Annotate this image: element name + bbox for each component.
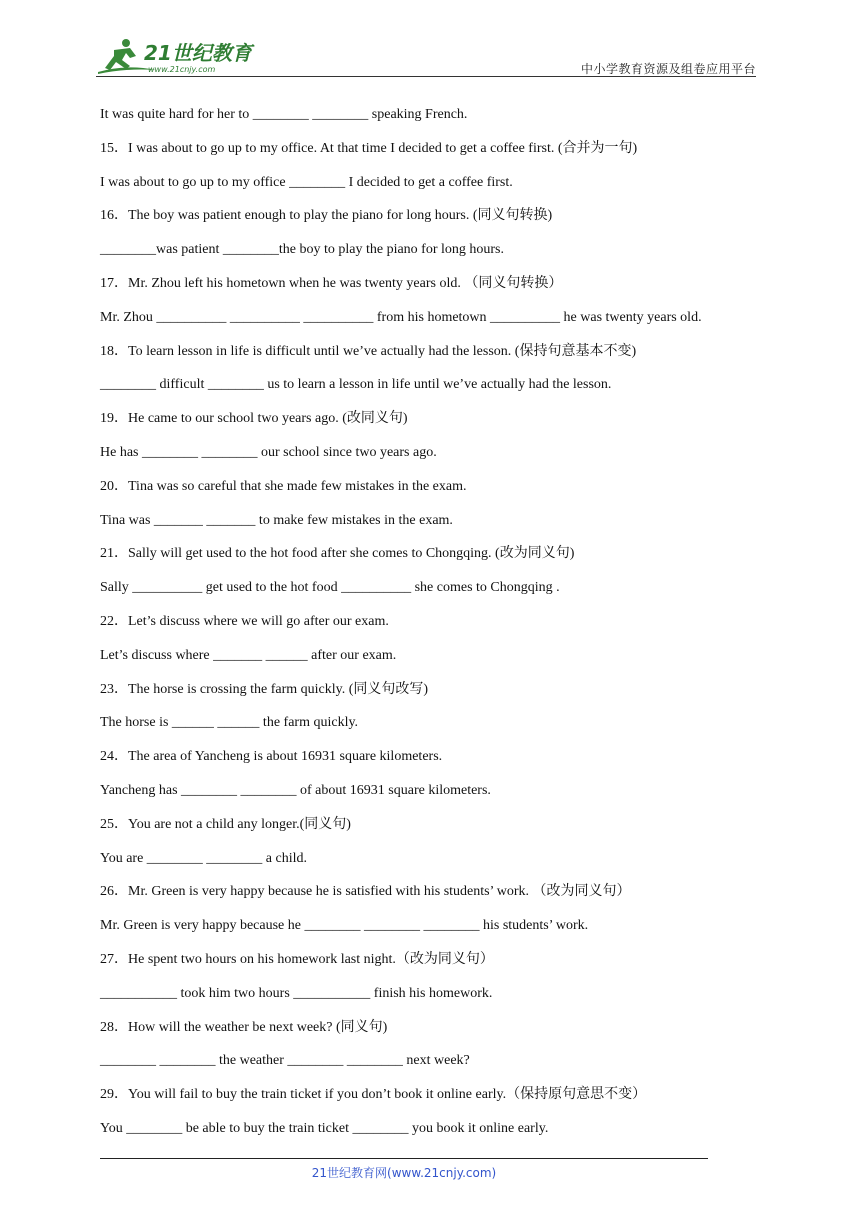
exercise-line: ___________ took him two hours ___________ finish his homework. bbox=[100, 985, 493, 1001]
exercise-line: ________was patient ________the boy to play the piano for long hours. bbox=[100, 242, 504, 258]
logo-text: 21世纪教育 bbox=[144, 41, 252, 65]
exercise-line: Mr. Green is very happy because he ________ ________ ________ his students’ work. bbox=[100, 918, 589, 934]
exercise-line: 16．The boy was patient enough to play the piano for long hours. (同义句转换) bbox=[100, 208, 553, 224]
exercise-line: You are ________ ________ a child. bbox=[100, 850, 308, 866]
exercise-line: 29．You will fail to buy the train ticket if you don’t book it online early.（保持原句意思不变） bbox=[100, 1087, 647, 1103]
exercise-line: 25．You are not a child any longer.(同义句) bbox=[100, 816, 351, 832]
exercise-line: Tina was _______ _______ to make few mistakes in the exam. bbox=[100, 512, 453, 528]
page-header bbox=[96, 30, 756, 78]
exercise-line: I was about to go up to my office ________ I decided to get a coffee first. bbox=[100, 174, 513, 190]
logo-url: www.21cnjy.com bbox=[148, 65, 216, 74]
exercise-line: 18．To learn lesson in life is difficult until we’ve actually had the lesson. (保持句意基本不变) bbox=[100, 343, 637, 359]
platform-name: 中小学教育资源及组卷应用平台 bbox=[580, 62, 756, 76]
exercise-line: It was quite hard for her to ________ ________ speaking French. bbox=[100, 107, 468, 122]
footer-link[interactable]: 21世纪教育网(www.21cnjy.com) bbox=[311, 1166, 497, 1180]
exercise-line: Let’s discuss where _______ ______ after our exam. bbox=[100, 647, 397, 663]
exercise-line: 17．Mr. Zhou left his hometown when he was twenty years old. （同义句转换） bbox=[100, 275, 563, 291]
exercise-line: He has ________ ________ our school since two years ago. bbox=[100, 444, 437, 460]
exercise-line: 23．The horse is crossing the farm quickly. (同义句改写) bbox=[100, 681, 429, 697]
exercise-line: 27．He spent two hours on his homework last night.（改为同义句） bbox=[100, 951, 494, 967]
exercise-line: You ________ be able to buy the train ticket ________ you book it online early. bbox=[100, 1120, 549, 1136]
exercise-line: 20．Tina was so careful that she made few mistakes in the exam. bbox=[100, 478, 467, 494]
exercise-line: 28．How will the weather be next week? (同义句) bbox=[100, 1019, 388, 1035]
exercise-line: 21．Sally will get used to the hot food after she comes to Chongqing. (改为同义句) bbox=[100, 546, 575, 562]
exercise-line: Sally __________ get used to the hot food __________ she comes to Chongqing . bbox=[100, 580, 560, 596]
exercise-line: ________ difficult ________ us to learn a lesson in life until we’ve actually had the lesson. bbox=[100, 377, 612, 393]
exercise-list bbox=[100, 104, 760, 1152]
exercise-line: ________ ________ the weather ________ ________ next week? bbox=[100, 1053, 470, 1069]
exercise-line: 19．He came to our school two years ago. (改同义句) bbox=[100, 411, 408, 427]
exercise-line: 24．The area of Yancheng is about 16931 square kilometers. bbox=[100, 749, 443, 765]
footer-divider bbox=[100, 1158, 708, 1159]
exercise-line: 22．Let’s discuss where we will go after our exam. bbox=[100, 613, 389, 629]
exercise-line: Yancheng has ________ ________ of about 16931 square kilometers. bbox=[100, 782, 491, 798]
exercise-line: 15．I was about to go up to my office. At that time I decided to get a coffee first. (合并为一句) bbox=[100, 140, 638, 156]
exercise-line: Mr. Zhou __________ __________ __________ from his hometown __________ he was twenty years old. bbox=[100, 309, 702, 325]
exercise-line: The horse is ______ ______ the farm quickly. bbox=[100, 715, 359, 731]
exercise-line: 26．Mr. Green is very happy because he is satisfied with his students’ work. （改为同义句） bbox=[100, 884, 631, 900]
header-divider bbox=[96, 76, 756, 77]
logo-21cnjy bbox=[96, 36, 266, 76]
